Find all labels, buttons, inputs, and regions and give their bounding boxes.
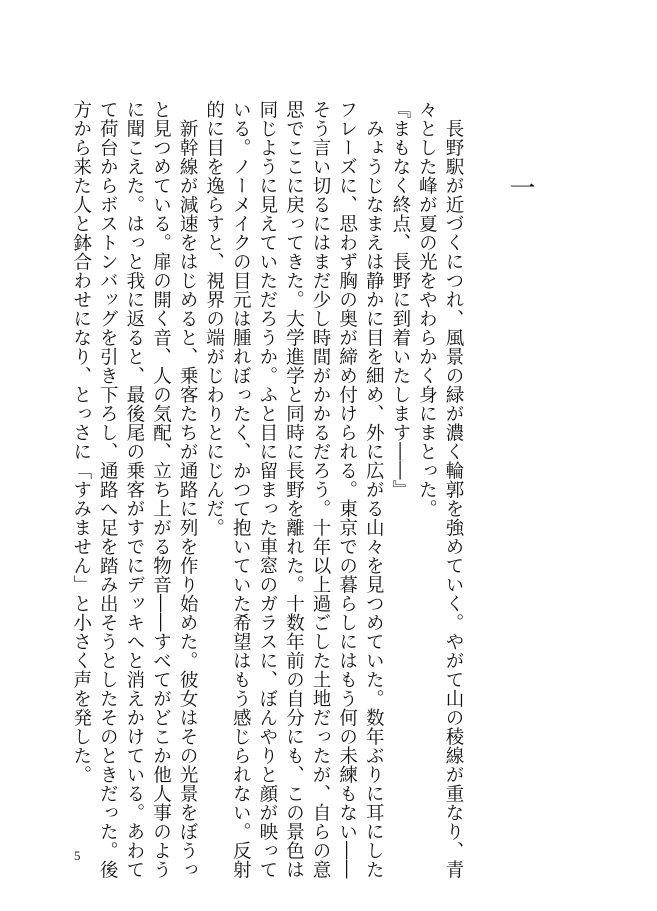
- text-line: いる。ノーメイクの目元は腫れぼったく、かつて抱いていた希望はもう感じられない。反射: [230, 100, 252, 879]
- text-line: 思でここに戻ってきた。大学進学と同時に長野を離れた。十数年前の自分にも、この景色は: [283, 100, 305, 879]
- text-line: みょうじなまえは静かに目を細め、外に広がる山々を見つめていた。数年ぶりに耳にした: [363, 100, 385, 879]
- text-line: と見つめている。扉の開く音、人の気配、立ち上がる物音――すべてがどこか他人事のよう: [150, 100, 172, 879]
- text-line: 長野駅が近づくにつれ、風景の緑が濃く輪郭を強めていく。やがて山の稜線が重なり、青: [443, 100, 464, 879]
- text-line: に聞こえた。はっと我に返ると、最後尾の乗客がすでにデッキへと消えかけている。あわて: [123, 100, 145, 879]
- chapter-heading: 一: [505, 174, 535, 200]
- text-line: 同じように見えていただろうか。ふと目に留まった車窓のガラスに、ぼんやりと顔が映って: [256, 100, 278, 879]
- body-text: [66, 100, 466, 879]
- text-line: 新幹線が減速をはじめると、乗客たちが通路に列を作り始めた。彼女はその光景をぼうっ: [177, 100, 199, 879]
- text-line: 々とした峰が夏の光をやわらかく身にまとった。: [416, 100, 438, 518]
- text-line: て荷台からボストンバッグを引き下ろし、通路へ足を踏み出そうとしたそのときだった。後: [97, 100, 119, 879]
- text-line: そう言い切るにはまだ少し時間がかかるだろう。十年以上過ごした土地だったが、自らの意: [310, 100, 332, 879]
- text-line: 方から来た人と鉢合わせになり、とっさに「すみません」と小さく声を発した。: [70, 100, 92, 784]
- page-number: 5: [74, 848, 81, 863]
- text-line: フレーズに、思わず胸の奥が締め付けられる。東京での暮らしにはもう何の未練もない――: [336, 100, 358, 879]
- text-line: 的に目を逸らすと、視界の端がじわりとにじんだ。: [203, 100, 225, 537]
- text-line: 『まもなく終点、長野に到着いたします――』: [389, 100, 411, 499]
